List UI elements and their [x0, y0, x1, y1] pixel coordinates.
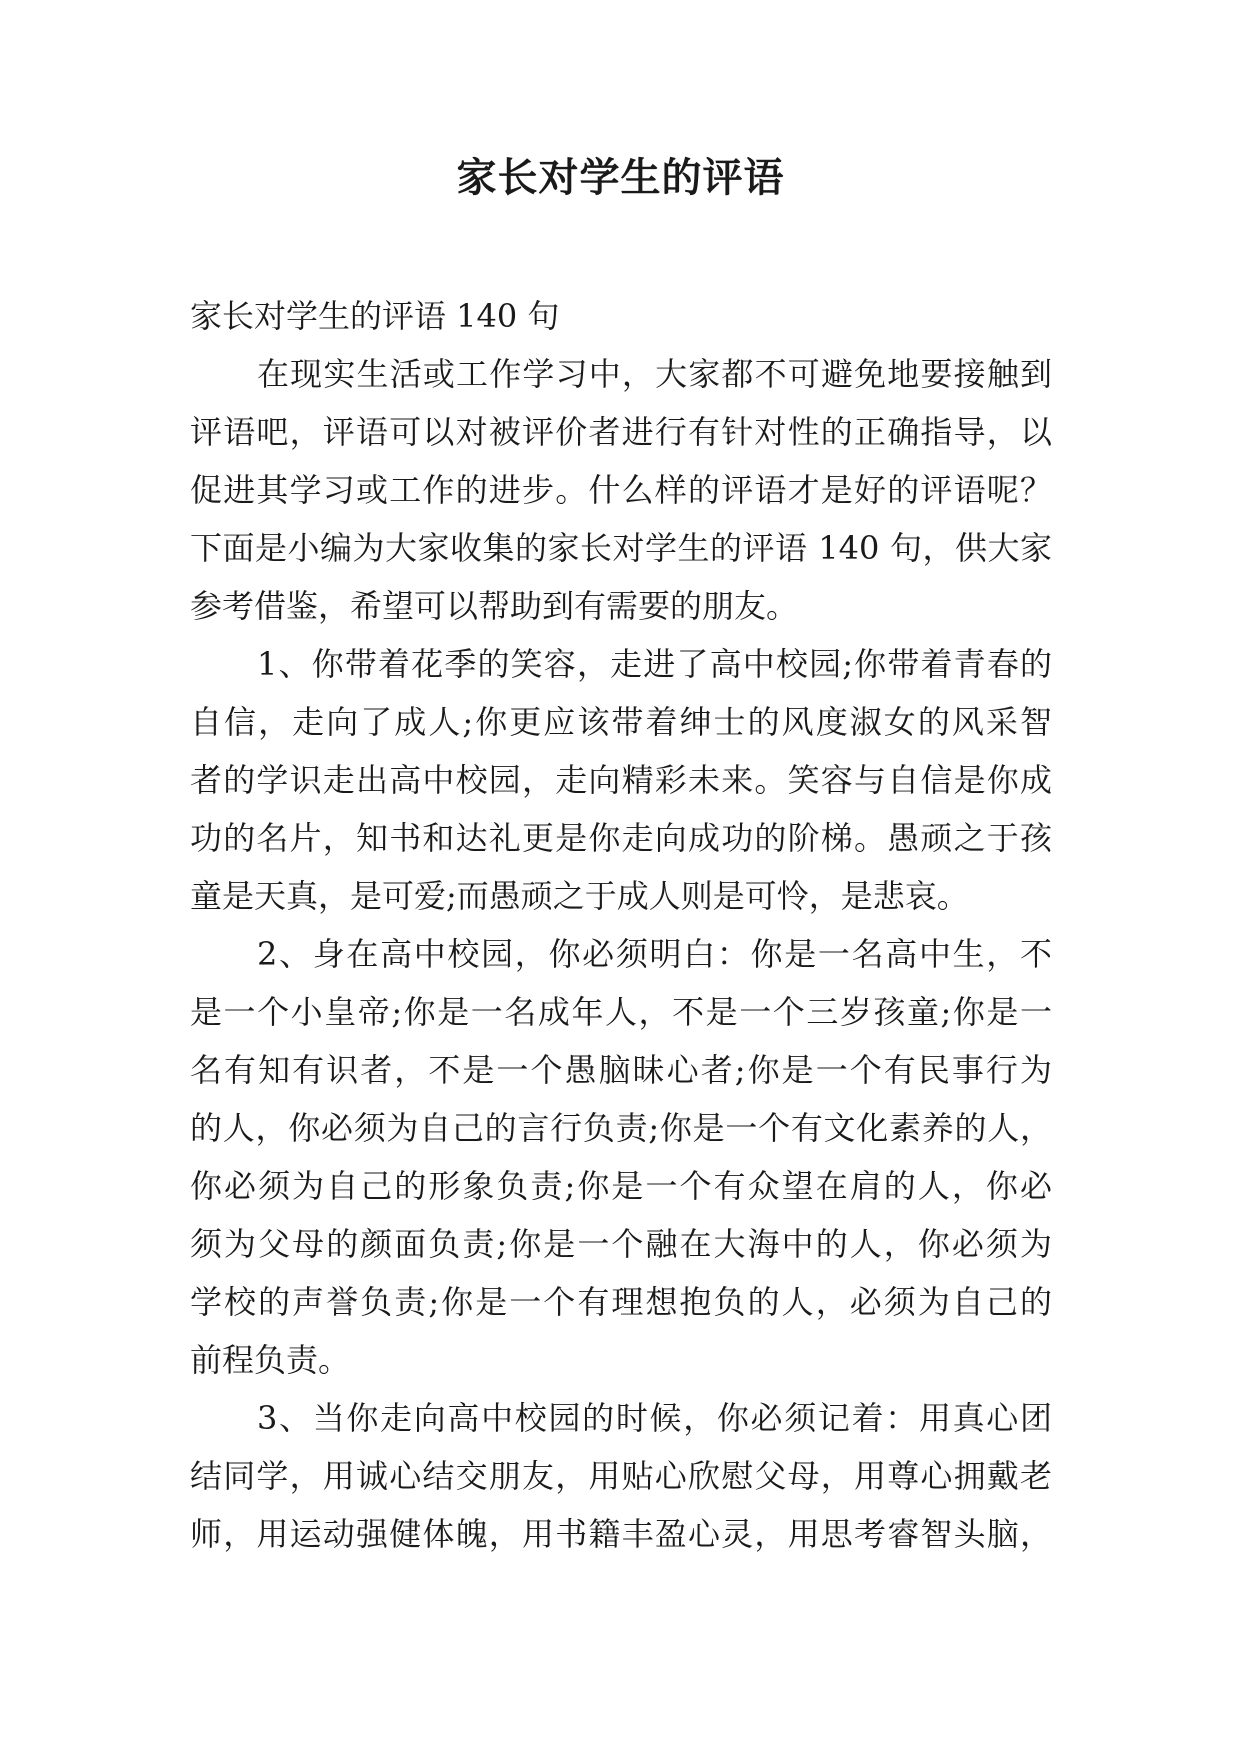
text-line: 是一个小皇帝;你是一名成年人，不是一个三岁孩童;你是一	[190, 993, 1052, 1031]
paragraph-item-2	[190, 925, 1052, 1389]
text-line: 你必须为自己的形象负责;你是一个有众望在肩的人，你必	[190, 1167, 1052, 1205]
document-title: 家长对学生的评语	[456, 155, 785, 201]
text-line: 功的名片，知书和达礼更是你走向成功的阶梯。愚顽之于孩	[190, 819, 1052, 857]
document-subtitle: 家长对学生的评语 140 句	[190, 297, 560, 335]
text-line: 学校的声誉负责;你是一个有理想抱负的人，必须为自己的	[190, 1283, 1052, 1321]
text-line: 在现实生活或工作学习中，大家都不可避免地要接触到	[257, 355, 1052, 393]
text-line: 1、你带着花季的笑容，走进了高中校园;你带着青春的	[257, 645, 1052, 683]
text-line: 自信，走向了成人;你更应该带着绅士的风度淑女的风采智	[190, 703, 1052, 741]
text-line: 促进其学习或工作的进步。什么样的评语才是好的评语呢？	[190, 471, 1052, 509]
text-line: 结同学，用诚心结交朋友，用贴心欣慰父母，用尊心拥戴老	[190, 1457, 1052, 1495]
text-line: 师，用运动强健体魄，用书籍丰盈心灵，用思考睿智头脑，	[190, 1515, 1052, 1553]
paragraph-item-3	[190, 1389, 1052, 1563]
paragraph-intro	[190, 345, 1052, 635]
text-line: 2、身在高中校园，你必须明白：你是一名高中生，不	[257, 935, 1052, 973]
text-line: 3、当你走向高中校园的时候，你必须记着：用真心团	[257, 1399, 1052, 1437]
text-line: 者的学识走出高中校园，走向精彩未来。笑容与自信是你成	[190, 761, 1052, 799]
document-body	[190, 287, 1052, 1563]
text-line: 的人，你必须为自己的言行负责;你是一个有文化素养的人，	[190, 1109, 1052, 1147]
text-line: 评语吧，评语可以对被评价者进行有针对性的正确指导，以	[190, 413, 1052, 451]
text-line: 名有知有识者，不是一个愚脑昧心者;你是一个有民事行为	[190, 1051, 1052, 1089]
text-line: 须为父母的颜面负责;你是一个融在大海中的人，你必须为	[190, 1225, 1052, 1263]
paragraph-item-1	[190, 635, 1052, 925]
text-line: 下面是小编为大家收集的家长对学生的评语 140 句，供大家	[190, 529, 1052, 567]
text-line: 童是天真，是可爱;而愚顽之于成人则是可怜，是悲哀。	[190, 877, 969, 915]
text-line: 前程负责。	[190, 1341, 351, 1379]
text-line: 参考借鉴，希望可以帮助到有需要的朋友。	[190, 587, 799, 625]
